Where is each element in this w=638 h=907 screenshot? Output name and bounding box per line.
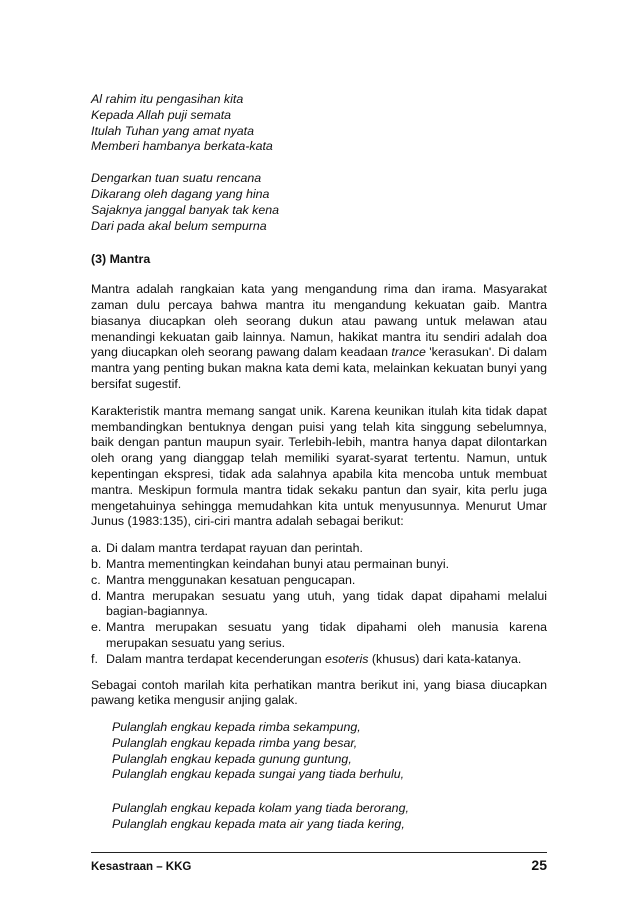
list-marker: e. [91, 620, 102, 635]
list-item [91, 589, 547, 621]
paragraph-characteristics: Karakteristik mantra memang sangat unik. Karena keunikan itulah kita tidak dapat membandingkan bentuknya dengan puisi yang telah kita singgung sebelumnya, baik dengan pantun maupun syair. Terlebih-lebih, mantra hanya dapat dilontarkan oleh orang yang dianggap telah memiliki syarat-syarat tertentu. Namun, untuk kepentingan ekspresi, tidak ada salahnya apabila kita mencoba untuk membuat mantra. Meskipun formula mantra tidak sekaku pantun dan syair, kita perlu juga mengetahuinya sehingga memudahkan kita untuk menyusunnya. Menurut Umar Junus (1983:135), ciri-ciri mantra adalah sebagai berikut: [91, 403, 547, 529]
verse-line: Dengarkan tuan suatu rencana [91, 171, 262, 186]
list-text [106, 652, 547, 668]
characteristics-list [91, 541, 547, 667]
page-content [91, 92, 547, 833]
mantra-stanza-2 [112, 801, 547, 833]
page-footer [91, 852, 547, 873]
page-number: 25 [531, 857, 547, 873]
list-marker: f. [91, 651, 98, 666]
verse-line: Pulanglah engkau kepada rimba sekampung, [112, 720, 361, 735]
list-text: Mantra merupakan sesuatu yang utuh, yang tidak dapat dipahami melalui bagian-bagiannya. [106, 588, 547, 619]
verse-line: Pulanglah engkau kepada gunung guntung, [112, 751, 352, 766]
paragraph-definition [91, 282, 547, 393]
list-text: Di dalam mantra terdapat rayuan dan perintah. [106, 541, 363, 556]
list-marker: b. [91, 556, 102, 571]
list-text-part: (khusus) dari kata-katanya. [368, 651, 522, 666]
list-text: Mantra merupakan sesuatu yang tidak dipahami oleh manusia karena merupakan sesuatu yang serius. [106, 620, 547, 650]
poem-stanza-2 [91, 171, 547, 234]
verse-line: Itulah Tuhan yang amat nyata [91, 123, 255, 138]
list-marker: c. [91, 572, 101, 587]
section-heading: (3) Mantra [91, 252, 151, 267]
verse-line: Al rahim itu pengasihan kita [91, 92, 244, 106]
list-item [91, 573, 547, 589]
list-marker: a. [91, 541, 102, 556]
list-text: Mantra menggunakan kesatuan pengucapan. [106, 572, 356, 587]
verse-line: Dikarang oleh dagang yang hina [91, 186, 270, 201]
list-item [91, 557, 547, 573]
verse-line: Sajaknya janggal banyak tak kena [91, 202, 280, 217]
list-item [91, 620, 547, 652]
paragraph-example-intro: Sebagai contoh marilah kita perhatikan mantra berikut ini, yang biasa diucapkan pawang ketika mengusir anjing galak. [91, 677, 547, 708]
verse-line: Pulanglah engkau kepada mata air yang tiada kering, [112, 817, 405, 832]
list-item [91, 541, 547, 557]
list-text-part: Dalam mantra terdapat kecenderungan [106, 651, 326, 666]
list-marker: d. [91, 588, 102, 603]
verse-line: Pulanglah engkau kepada rimba yang besar, [112, 735, 358, 750]
italic-term: esoteris [325, 651, 369, 666]
verse-line: Pulanglah engkau kepada sungai yang tiada berhulu, [112, 767, 405, 782]
paragraph-text: 'kerasukan'. Di dalam mantra yang penting bukan makna kata demi kata, melainkan kekuatan bunyi yang bersifat sugestif. [91, 345, 548, 391]
verse-line: Memberi hambanya berkata-kata [91, 139, 273, 154]
list-text: Mantra mementingkan keindahan bunyi atau permainan bunyi. [106, 556, 450, 571]
italic-term: trance [391, 345, 426, 360]
verse-line: Pulanglah engkau kepada kolam yang tiada berorang, [112, 801, 409, 816]
list-item [91, 652, 547, 668]
mantra-stanza-1 [112, 720, 547, 783]
verse-line: Kepada Allah puji semata [91, 107, 232, 122]
paragraph-text: Mantra adalah rangkaian kata yang mengandung rima dan irama. Masyarakat zaman dulu percaya bahwa mantra itu mengandung kekuatan gaib. Mantra biasanya diucapkan oleh seorang dukun atau pawang untuk melawan atau menandingi kekuatan gaib lainnya. Namun, hakikat mantra itu sendiri adalah doa yang diucapkan oleh seorang pawang dalam keadaan [91, 282, 547, 360]
footer-title: Kesastraan – KKG [91, 861, 192, 873]
verse-line: Dari pada akal belum sempurna [91, 218, 267, 233]
poem-stanza-1 [91, 92, 547, 155]
